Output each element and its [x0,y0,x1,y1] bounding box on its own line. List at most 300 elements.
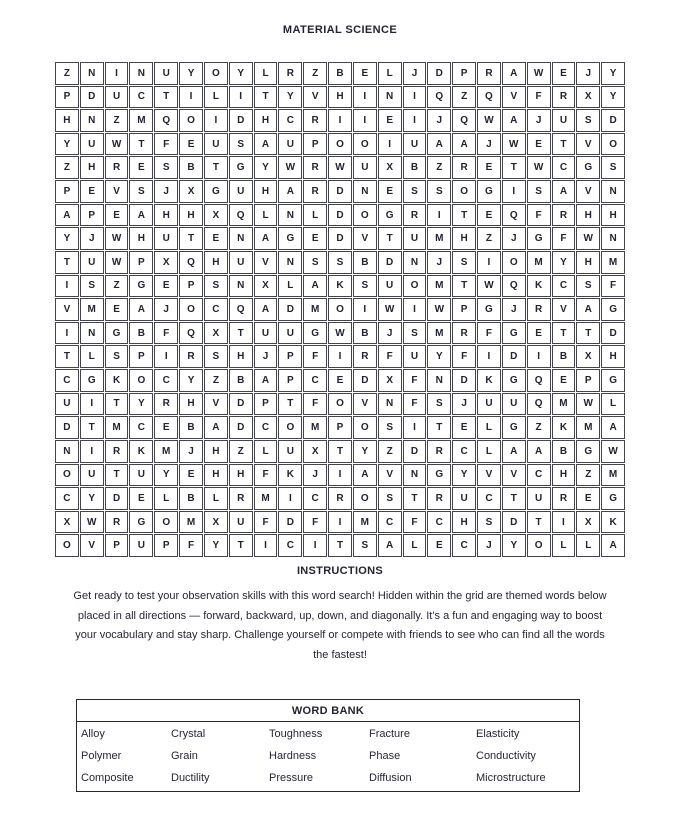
grid-cell: X [576,345,600,368]
grid-cell: P [80,204,104,227]
grid-cell: H [204,464,228,487]
grid-cell: N [403,251,427,274]
grid-cell: W [105,227,129,250]
grid-cell: O [179,298,203,321]
grid-cell: S [378,487,402,510]
grid-cell: S [403,180,427,203]
grid-cell: C [427,511,451,534]
grid-cell: U [229,180,253,203]
grid-cell: H [229,464,253,487]
grid-cell: S [129,180,153,203]
grid-cell: R [552,86,576,109]
grid-cell: D [80,86,104,109]
grid-cell: J [452,393,476,416]
grid-cell: Q [427,86,451,109]
grid-cell: I [254,534,278,557]
grid-cell: N [229,227,253,250]
grid-cell: E [353,62,377,85]
grid-cell: P [303,133,327,156]
grid-cell: X [576,511,600,534]
grid-cell: W [527,156,551,179]
grid-cell: L [154,487,178,510]
grid-cell: L [204,86,228,109]
grid-cell: H [55,109,79,132]
grid-cell: F [403,369,427,392]
grid-cell: B [179,487,203,510]
grid-cell: U [278,440,302,463]
grid-cell: Z [55,62,79,85]
grid-cell: O [55,534,79,557]
grid-cell: S [353,275,377,298]
grid-cell: T [204,156,228,179]
grid-cell: Q [527,393,551,416]
grid-cell: Y [55,227,79,250]
grid-cell: S [204,345,228,368]
grid-cell: U [403,133,427,156]
grid-cell: I [403,109,427,132]
grid-cell: J [179,440,203,463]
grid-cell: Y [229,62,253,85]
grid-cell: A [502,440,526,463]
grid-cell: Q [527,369,551,392]
grid-cell: M [601,251,625,274]
word-bank-item: Conductivity [476,750,536,762]
grid-cell: E [129,487,153,510]
grid-cell: J [80,227,104,250]
grid-cell: Q [452,109,476,132]
grid-cell: A [452,133,476,156]
grid-cell: N [80,109,104,132]
grid-cell: U [552,109,576,132]
grid-cell: U [502,393,526,416]
grid-cell: S [204,275,228,298]
grid-cell: M [427,322,451,345]
grid-cell: C [254,416,278,439]
grid-cell: E [105,204,129,227]
grid-cell: I [403,298,427,321]
grid-cell: W [427,298,451,321]
grid-cell: C [303,369,327,392]
grid-cell: U [353,156,377,179]
grid-cell: D [229,109,253,132]
grid-cell: L [303,204,327,227]
grid-cell: E [552,369,576,392]
grid-cell: B [229,369,253,392]
grid-cell: T [105,464,129,487]
grid-cell: H [204,251,228,274]
grid-cell: S [601,156,625,179]
grid-cell: W [328,322,352,345]
grid-cell: E [477,204,501,227]
grid-cell: D [328,227,352,250]
grid-cell: D [229,416,253,439]
grid-cell: D [427,62,451,85]
grid-cell: W [80,511,104,534]
grid-cell: H [452,227,476,250]
grid-cell: I [477,345,501,368]
grid-cell: I [378,133,402,156]
grid-cell: B [552,345,576,368]
grid-cell: Y [601,86,625,109]
grid-cell: N [80,62,104,85]
grid-cell: T [452,204,476,227]
grid-cell: E [303,227,327,250]
grid-cell: X [55,511,79,534]
grid-cell: F [303,511,327,534]
grid-cell: U [105,86,129,109]
word-bank-item: Grain [171,750,198,762]
grid-cell: T [105,393,129,416]
grid-cell: X [576,86,600,109]
grid-cell: C [552,275,576,298]
word-bank-item: Diffusion [369,772,412,784]
grid-cell: V [80,534,104,557]
grid-cell: V [576,133,600,156]
grid-cell: A [378,534,402,557]
grid-cell: F [452,345,476,368]
grid-cell: S [303,251,327,274]
grid-cell: Q [502,275,526,298]
grid-cell: M [427,275,451,298]
grid-cell: M [303,298,327,321]
grid-cell: S [154,156,178,179]
instructions-heading: INSTRUCTIONS [296,565,384,577]
grid-cell: V [55,298,79,321]
grid-cell: A [353,464,377,487]
grid-cell: Q [477,86,501,109]
grid-cell: I [353,298,377,321]
grid-cell: S [427,393,451,416]
grid-cell: O [328,298,352,321]
grid-cell: W [576,227,600,250]
grid-cell: U [378,275,402,298]
grid-cell: R [527,298,551,321]
grid-cell: C [55,369,79,392]
grid-cell: K [477,369,501,392]
grid-cell: B [353,322,377,345]
grid-cell: F [154,133,178,156]
grid-cell: G [129,275,153,298]
grid-cell: E [179,464,203,487]
grid-cell: V [378,464,402,487]
grid-cell: R [179,345,203,368]
grid-cell: B [353,251,377,274]
grid-cell: C [303,487,327,510]
grid-cell: J [378,322,402,345]
grid-cell: Z [204,369,228,392]
grid-cell: P [179,275,203,298]
grid-cell: W [278,156,302,179]
grid-cell: U [527,487,551,510]
grid-cell: G [527,227,551,250]
grid-cell: F [403,393,427,416]
grid-cell: I [328,109,352,132]
grid-cell: Y [502,534,526,557]
grid-cell: I [328,511,352,534]
grid-cell: C [55,487,79,510]
grid-cell: I [154,345,178,368]
grid-cell: I [527,345,551,368]
grid-cell: U [204,133,228,156]
grid-cell: P [278,369,302,392]
grid-cell: G [601,298,625,321]
grid-cell: T [427,416,451,439]
grid-cell: T [502,156,526,179]
grid-cell: O [328,393,352,416]
grid-cell: E [154,275,178,298]
grid-cell: U [80,464,104,487]
word-bank-item: Elasticity [476,728,520,740]
grid-cell: K [552,416,576,439]
grid-cell: A [204,416,228,439]
grid-cell: K [601,511,625,534]
grid-cell: F [403,511,427,534]
grid-cell: F [303,345,327,368]
grid-cell: F [254,464,278,487]
grid-cell: J [502,227,526,250]
grid-cell: U [55,393,79,416]
grid-cell: R [552,204,576,227]
grid-cell: C [278,534,302,557]
grid-cell: K [328,275,352,298]
grid-cell: E [204,227,228,250]
grid-cell: O [328,133,352,156]
grid-cell: E [527,322,551,345]
grid-cell: F [552,227,576,250]
grid-cell: T [403,487,427,510]
grid-cell: E [477,156,501,179]
word-bank-item: Composite [81,772,134,784]
grid-cell: H [229,345,253,368]
grid-cell: Y [179,62,203,85]
grid-cell: L [278,275,302,298]
grid-cell: I [353,109,377,132]
grid-cell: O [353,487,377,510]
grid-cell: I [278,487,302,510]
grid-cell: O [452,180,476,203]
grid-cell: H [80,156,104,179]
grid-cell: S [576,109,600,132]
grid-cell: S [378,416,402,439]
grid-cell: R [105,156,129,179]
grid-cell: A [55,204,79,227]
grid-cell: T [552,322,576,345]
word-bank-item: Microstructure [476,772,546,784]
grid-cell: G [80,369,104,392]
grid-cell: O [353,204,377,227]
grid-cell: C [378,511,402,534]
grid-cell: G [229,156,253,179]
grid-cell: L [576,534,600,557]
grid-cell: L [552,534,576,557]
grid-cell: T [80,416,104,439]
grid-cell: O [278,416,302,439]
grid-cell: I [403,416,427,439]
grid-cell: T [328,534,352,557]
grid-cell: I [328,464,352,487]
grid-cell: U [129,534,153,557]
grid-cell: W [378,298,402,321]
grid-cell: R [278,62,302,85]
grid-cell: C [477,487,501,510]
grid-cell: E [552,62,576,85]
grid-cell: D [328,204,352,227]
grid-cell: D [278,511,302,534]
grid-cell: C [129,86,153,109]
grid-cell: E [452,416,476,439]
grid-cell: F [378,345,402,368]
grid-cell: J [303,464,327,487]
grid-cell: J [502,298,526,321]
grid-cell: W [105,133,129,156]
grid-cell: S [328,251,352,274]
grid-cell: I [229,86,253,109]
grid-cell: H [204,440,228,463]
grid-cell: P [328,416,352,439]
grid-cell: R [154,393,178,416]
grid-cell: R [303,180,327,203]
grid-cell: J [427,109,451,132]
grid-cell: V [353,393,377,416]
grid-cell: D [328,180,352,203]
grid-cell: Y [601,62,625,85]
grid-cell: D [353,369,377,392]
grid-cell: M [601,464,625,487]
grid-cell: Y [204,534,228,557]
grid-cell: X [204,204,228,227]
grid-cell: L [601,393,625,416]
grid-cell: C [154,369,178,392]
grid-cell: X [179,180,203,203]
grid-cell: A [601,416,625,439]
grid-cell: B [328,62,352,85]
word-bank-title: WORD BANK [77,700,579,722]
grid-cell: S [403,322,427,345]
grid-cell: C [527,464,551,487]
grid-cell: P [154,534,178,557]
grid-cell: T [527,511,551,534]
grid-cell: X [254,275,278,298]
grid-cell: U [403,227,427,250]
grid-cell: L [204,487,228,510]
grid-cell: N [278,204,302,227]
grid-cell: S [229,133,253,156]
grid-cell: E [576,487,600,510]
grid-cell: J [576,62,600,85]
grid-cell: V [502,464,526,487]
grid-cell: Z [105,275,129,298]
grid-cell: A [601,534,625,557]
grid-cell: K [278,464,302,487]
grid-cell: X [303,440,327,463]
grid-cell: T [576,322,600,345]
word-bank-item: Pressure [269,772,314,784]
grid-cell: E [80,180,104,203]
grid-cell: U [129,464,153,487]
grid-cell: L [254,204,278,227]
grid-cell: R [105,511,129,534]
grid-cell: D [55,416,79,439]
grid-cell: J [154,298,178,321]
grid-cell: P [129,345,153,368]
grid-cell: U [452,487,476,510]
grid-cell: Q [229,204,253,227]
grid-cell: H [576,204,600,227]
grid-cell: J [254,345,278,368]
grid-cell: I [477,251,501,274]
grid-cell: G [601,369,625,392]
grid-cell: U [80,133,104,156]
grid-cell: F [601,275,625,298]
grid-cell: H [576,251,600,274]
grid-cell: L [403,534,427,557]
grid-cell: Q [502,204,526,227]
grid-cell: U [278,322,302,345]
grid-cell: H [552,464,576,487]
grid-cell: B [403,156,427,179]
grid-cell: L [254,62,278,85]
grid-cell: X [378,369,402,392]
grid-cell: T [502,487,526,510]
grid-cell: P [55,180,79,203]
grid-cell: P [278,345,302,368]
grid-cell: T [55,345,79,368]
grid-cell: Q [179,251,203,274]
grid-cell: S [80,275,104,298]
grid-cell: H [179,393,203,416]
grid-cell: A [278,180,302,203]
grid-cell: V [303,86,327,109]
grid-cell: U [154,227,178,250]
grid-cell: F [154,322,178,345]
grid-cell: P [129,251,153,274]
grid-cell: Z [527,416,551,439]
grid-cell: W [601,440,625,463]
grid-cell: R [552,487,576,510]
grid-cell: O [204,62,228,85]
grid-cell: T [328,440,352,463]
grid-cell: Z [452,86,476,109]
grid-cell: U [229,511,253,534]
grid-cell: F [527,204,551,227]
grid-cell: F [527,86,551,109]
word-bank-item: Ductility [171,772,210,784]
grid-cell: R [328,487,352,510]
grid-cell: C [552,156,576,179]
grid-cell: H [254,180,278,203]
grid-cell: S [576,275,600,298]
grid-cell: B [179,156,203,179]
grid-cell: G [204,180,228,203]
page-title: MATERIAL SCIENCE [282,24,398,36]
grid-cell: U [403,345,427,368]
grid-cell: A [254,369,278,392]
grid-cell: B [129,322,153,345]
grid-cell: G [105,322,129,345]
grid-cell: U [229,251,253,274]
grid-cell: H [328,86,352,109]
grid-cell: A [129,204,153,227]
grid-cell: B [179,416,203,439]
grid-cell: Y [427,345,451,368]
grid-cell: T [129,133,153,156]
grid-cell: I [80,393,104,416]
grid-cell: M [527,251,551,274]
grid-cell: Q [229,298,253,321]
grid-cell: G [129,511,153,534]
grid-cell: G [427,464,451,487]
word-bank [76,699,580,792]
